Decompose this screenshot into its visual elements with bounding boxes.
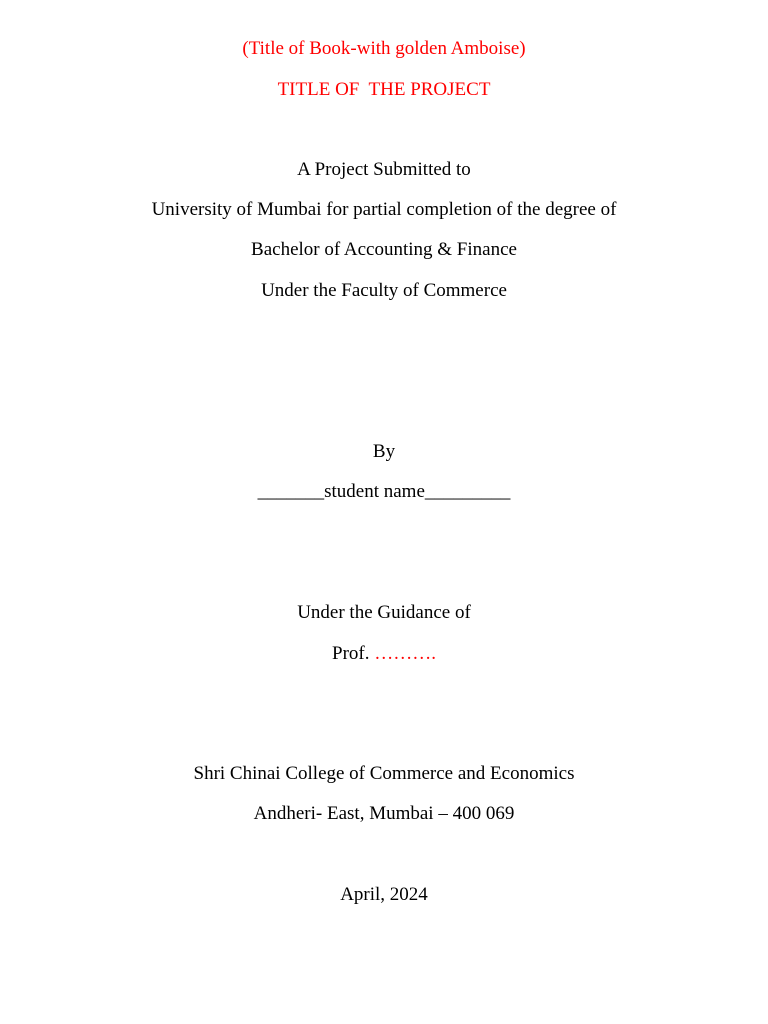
by-label: By: [372, 441, 396, 462]
guidance-label: Under the Guidance of: [297, 602, 471, 623]
guide-line: [0, 642, 768, 666]
degree-name: Bachelor of Accounting & Finance: [251, 239, 517, 260]
faculty-line: Under the Faculty of Commerce: [261, 280, 507, 301]
prof-prefix: Prof.: [332, 643, 375, 664]
college-address: Andheri- East, Mumbai – 400 069: [253, 803, 515, 824]
student-name-placeholder: _______student name_________: [257, 481, 511, 502]
prof-name-placeholder: ……….: [374, 643, 436, 664]
book-note: (Title of Book-with golden Amboise): [242, 38, 526, 59]
submission-line-2: University of Mumbai for partial completion of the degree of: [151, 199, 617, 220]
college-name: Shri Chinai College of Commerce and Economics: [193, 763, 575, 784]
submission-line-1: A Project Submitted to: [297, 159, 471, 180]
project-title: TITLE OF THE PROJECT: [277, 79, 491, 100]
submission-date: April, 2024: [340, 884, 428, 905]
